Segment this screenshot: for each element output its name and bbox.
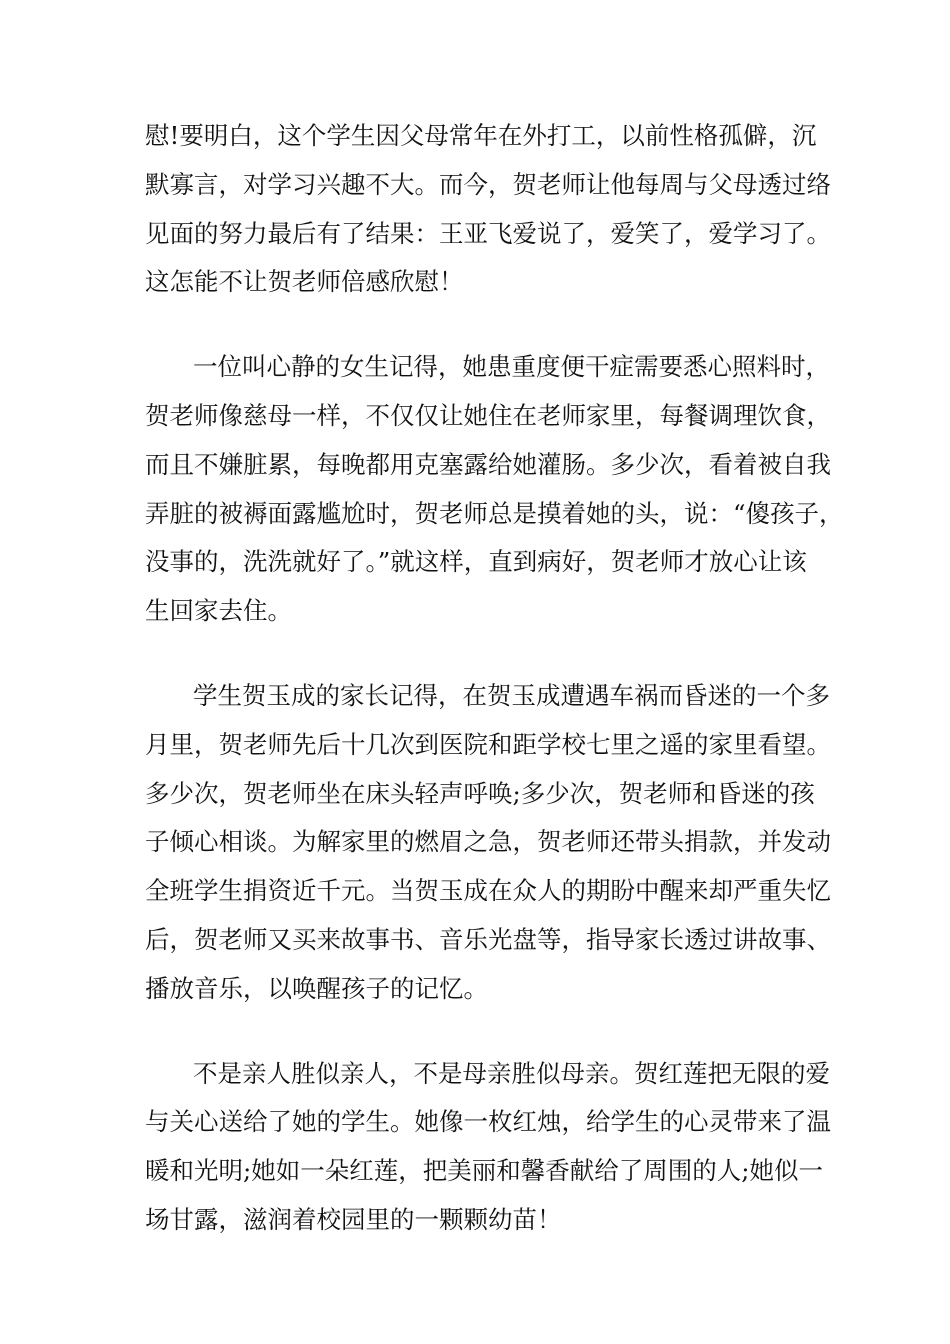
paragraph-line: 不是亲人胜似亲人，不是母亲胜似母亲。贺红莲把无限的爱 (193, 1058, 830, 1088)
paragraph-line: 场甘露，滋润着校园里的一颗颗幼苗！ (145, 1204, 562, 1234)
paragraph-line: 多少次，贺老师坐在床头轻声呼唤;多少次，贺老师和昏迷的孩 (145, 778, 815, 808)
paragraph-line: 见面的努力最后有了结果：王亚飞爱说了，爱笑了，爱学习了。 (145, 218, 831, 248)
paragraph-2 (145, 343, 844, 636)
paragraph-line: 这怎能不让贺老师倍感欣慰！ (145, 267, 464, 297)
document-body (145, 112, 844, 1281)
paragraph-line: 没事的，洗洗就好了。”就这样，直到病好，贺老师才放心让该 (145, 547, 807, 577)
paragraph-line: 与关心送给了她的学生。她像一枚红烛，给学生的心灵带来了温 (145, 1107, 831, 1137)
paragraph-line: 后，贺老师又买来故事书、音乐光盘等，指导家长透过讲故事、 (145, 924, 831, 954)
paragraph-line: 而且不嫌脏累，每晚都用克塞露给她灌肠。多少次，看着被自我 (145, 449, 831, 479)
paragraph-4 (145, 1050, 831, 1245)
paragraph-line: 暖和光明;她如一朵红莲，把美丽和馨香献给了周围的人;她似一 (145, 1156, 824, 1186)
paragraph-3 (145, 672, 831, 1014)
paragraph-line: 子倾心相谈。为解家里的燃眉之急，贺老师还带头捐款，并发动 (145, 827, 831, 857)
paragraph-line: 默寡言，对学习兴趣不大。而今，贺老师让他每周与父母透过络 (145, 169, 831, 199)
paragraph-line: 生回家去住。 (145, 596, 292, 626)
paragraph-line: 学生贺玉成的家长记得，在贺玉成遭遇车祸而昏迷的一个多 (193, 680, 830, 710)
paragraph-line: 播放音乐，以唤醒孩子的记忆。 (145, 973, 488, 1003)
paragraph-line: 弄脏的被褥面露尴尬时，贺老师总是摸着她的头，说：“傻孩子， (145, 498, 844, 528)
paragraph-line: 慰!要明白，这个学生因父母常年在外打工，以前性格孤僻，沉 (145, 121, 817, 150)
paragraph-line: 一位叫心静的女生记得，她患重度便干症需要悉心照料时， (193, 352, 830, 382)
paragraph-line: 全班学生捐资近千元。当贺玉成在众人的期盼中醒来却严重失忆 (145, 876, 831, 906)
paragraph-1 (145, 112, 831, 307)
paragraph-line: 贺老师像慈母一样，不仅仅让她住在老师家里，每餐调理饮食， (145, 400, 831, 430)
paragraph-line: 月里，贺老师先后十几次到医院和距学校七里之遥的家里看望。 (145, 729, 831, 759)
